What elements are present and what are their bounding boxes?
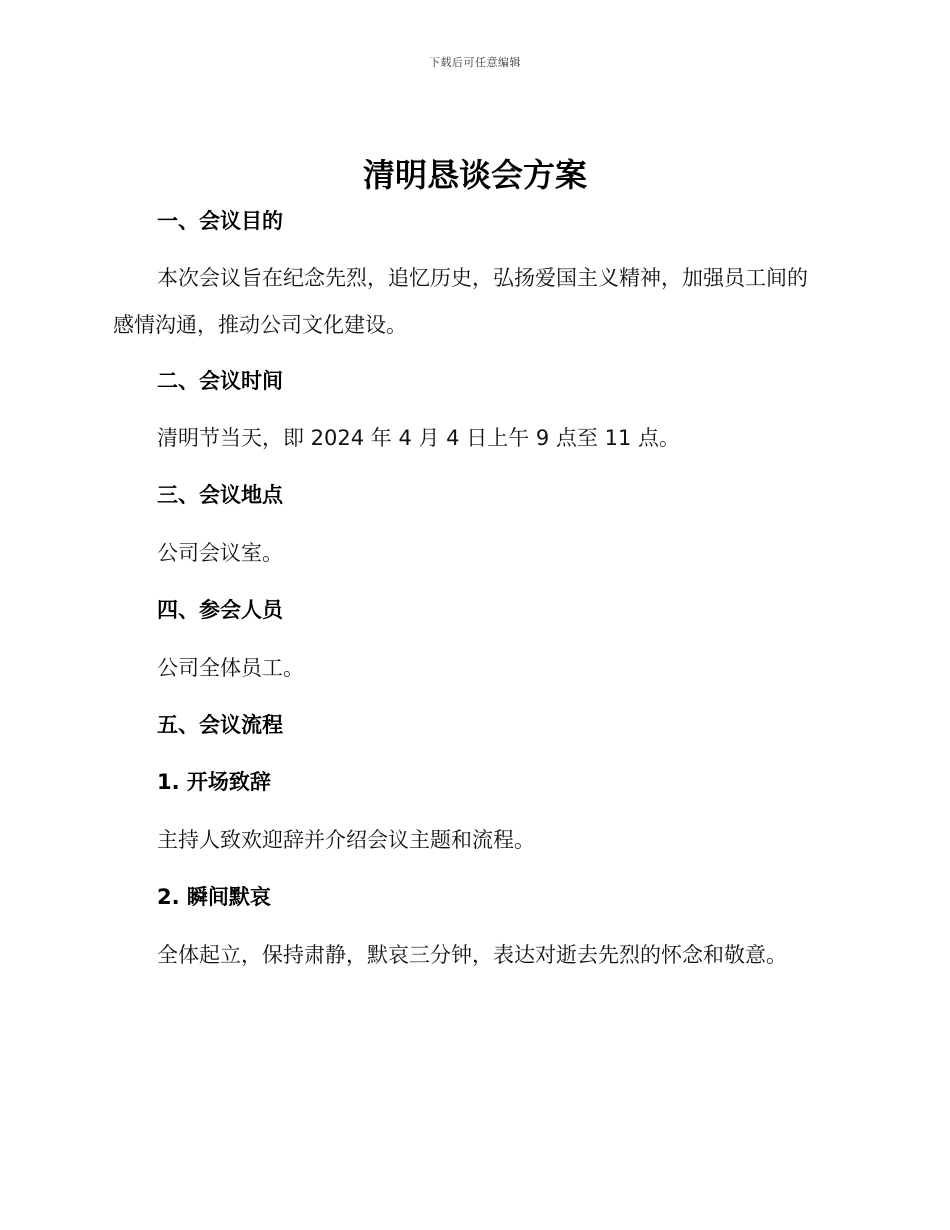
time-paragraph: 清明节当天，即 2024 年 4 月 4 日上午 9 点至 11 点。 bbox=[157, 426, 680, 450]
section-heading-place: 三、会议地点 bbox=[157, 483, 283, 507]
purpose-paragraph-line-1: 本次会议旨在纪念先烈，追忆历史，弘扬爱国主义精神，加强员工间的 bbox=[157, 266, 808, 290]
place-paragraph: 公司会议室。 bbox=[157, 541, 283, 565]
section-heading-attendees: 四、参会人员 bbox=[157, 598, 283, 622]
purpose-paragraph-line-2: 感情沟通，推动公司文化建设。 bbox=[113, 313, 407, 337]
document-title: 清明恳谈会方案 bbox=[362, 156, 587, 194]
process-step-body: 主持人致欢迎辞并介绍会议主题和流程。 bbox=[157, 828, 535, 852]
process-step-title: 1. 开场致辞 bbox=[157, 770, 271, 794]
section-heading-purpose: 一、会议目的 bbox=[157, 209, 283, 233]
header-note: 下载后可任意编辑 bbox=[429, 56, 521, 69]
attendees-paragraph: 公司全体员工。 bbox=[157, 656, 304, 680]
process-step-title: 2. 瞬间默哀 bbox=[157, 885, 271, 909]
section-heading-time: 二、会议时间 bbox=[157, 369, 283, 393]
process-step-body: 全体起立，保持肃静，默哀三分钟，表达对逝去先烈的怀念和敬意。 bbox=[157, 943, 787, 967]
section-heading-process: 五、会议流程 bbox=[157, 713, 283, 737]
